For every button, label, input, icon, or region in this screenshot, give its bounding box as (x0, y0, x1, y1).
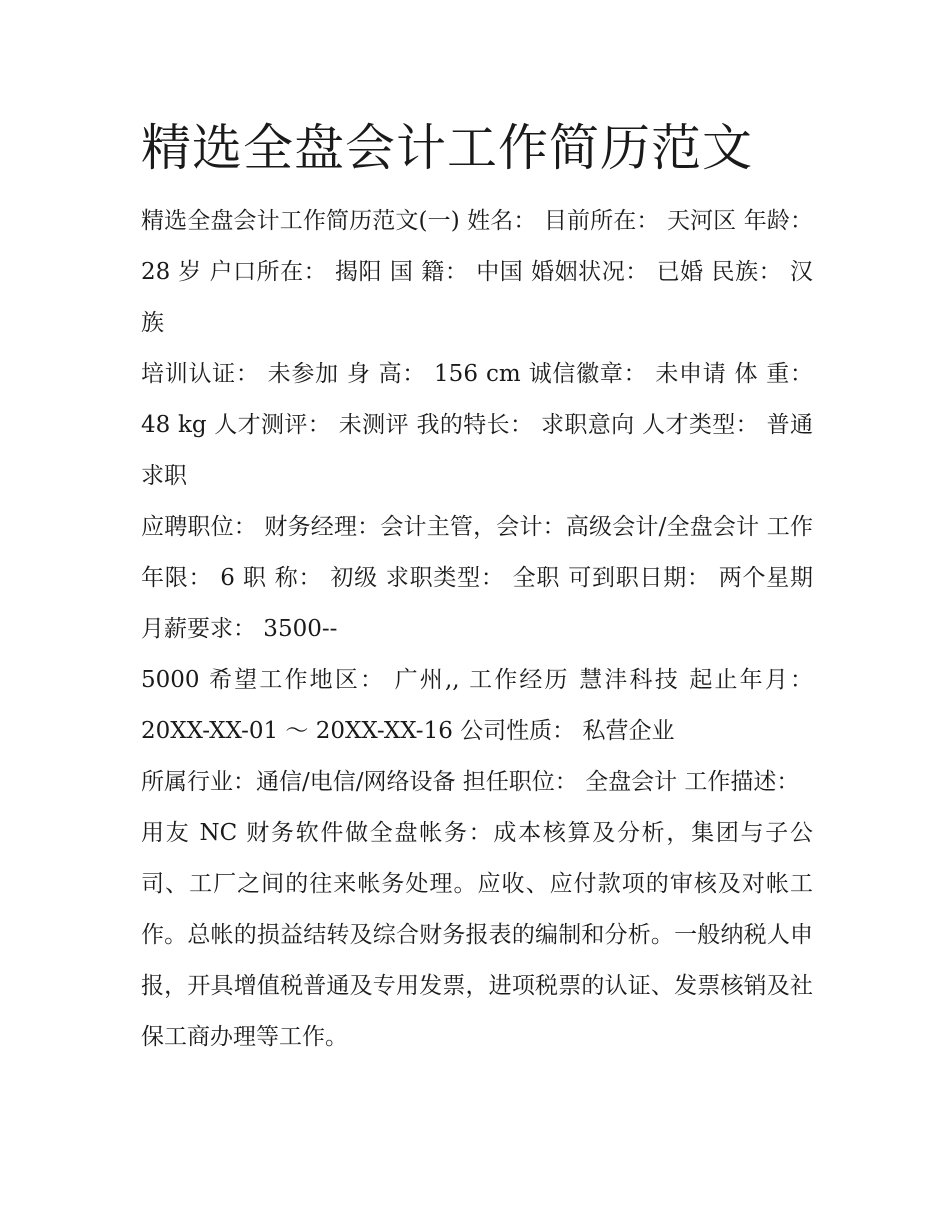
paragraph-personal-info: 精选全盘会计工作简历范文(一) 姓名： 目前所在： 天河区 年龄： 28 岁 户口所在： 揭阳 国 籍： 中国 婚姻状况： 已婚 民族： 汉族 (141, 208, 813, 336)
paragraph-certification: 培训认证： 未参加 身 高： 156 cm 诚信徽章： 未申请 体 重： 48 kg 人才测评： 未测评 我的特长： 求职意向 人才类型： 普通求职 (141, 361, 813, 489)
paragraph-industry: 所属行业：通信/电信/网络设备 担任职位： 全盘会计 工作描述： (141, 769, 800, 795)
paragraph-job-description: 用友 NC 财务软件做全盘帐务：成本核算及分析，集团与子公司、工厂之间的往来帐务处理。应收、应付款项的审核及对帐工作。总帐的损益结转及综合财务报表的编制和分析。一般纳税人申报，开具增值税普通及专用发票，进项税票的认证、发票核销及社保工商办理等工作。 (141, 820, 813, 1050)
paragraph-job-intent: 应聘职位： 财务经理：会计主管，会计：高级会计/全盘会计 工作年限： 6 职 称： 初级 求职类型： 全职 可到职日期： 两个星期 月薪要求： 3500-- (141, 514, 813, 642)
paragraph-work-history: 5000 希望工作地区： 广州,, 工作经历 慧沣科技 起止年月：20XX-XX-01 ～ 20XX-XX-16 公司性质： 私营企业 (141, 667, 813, 744)
document-page (141, 118, 813, 1063)
document-title: 精选全盘会计工作简历范文 (141, 119, 753, 177)
